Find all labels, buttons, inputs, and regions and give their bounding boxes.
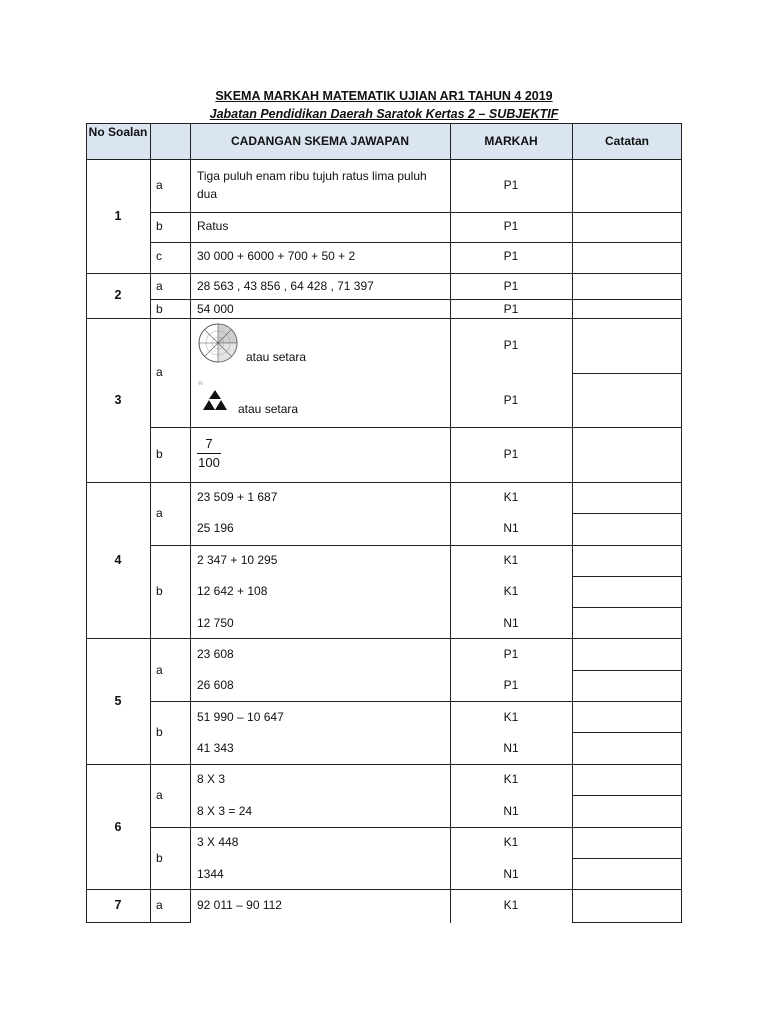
- answer-text: 12 750: [197, 616, 234, 630]
- mark-code: P1: [503, 279, 519, 293]
- row-divider: [150, 242, 682, 243]
- question-number: 1: [114, 209, 122, 223]
- sub-question: c: [156, 249, 162, 263]
- question-number: 5: [114, 694, 122, 708]
- row-divider: [86, 922, 191, 923]
- answer-text: 23 509 + 1 687: [197, 490, 278, 504]
- row-divider: [86, 482, 682, 483]
- row-divider: [572, 795, 682, 796]
- header-catatan: Catatan: [604, 134, 649, 148]
- row-divider: [572, 670, 682, 671]
- row-divider: [150, 545, 682, 546]
- answer-text: 23 608: [197, 647, 234, 661]
- mark-code: N1: [503, 741, 519, 755]
- question-number: 3: [114, 393, 122, 407]
- sub-question: b: [156, 725, 163, 739]
- sub-question: a: [156, 788, 163, 802]
- mark-code: N1: [503, 804, 519, 818]
- answer-text: 54 000: [197, 302, 234, 316]
- row-divider: [150, 427, 682, 428]
- row-divider: [86, 889, 682, 890]
- mark-code: K1: [503, 584, 519, 598]
- mark-code: P1: [503, 178, 519, 192]
- mark-code: P1: [503, 219, 519, 233]
- answer-text: 28 563 , 43 856 , 64 428 , 71 397: [197, 279, 374, 293]
- sub-question: a: [156, 898, 163, 912]
- mark-code: K1: [503, 835, 519, 849]
- header-markah: MARKAH: [484, 134, 538, 148]
- fraction-answer: [197, 436, 221, 471]
- row-divider: [150, 701, 682, 702]
- row-divider: [150, 827, 682, 828]
- fraction-bar: [197, 453, 221, 454]
- mark-code: P1: [503, 302, 519, 316]
- mark-code: N1: [503, 867, 519, 881]
- row-divider: [86, 638, 682, 639]
- answer-text: Ratus: [197, 219, 229, 233]
- answer-text: atau setara: [246, 350, 307, 364]
- header-no-soalan: No Soalan: [88, 125, 148, 139]
- sub-question: b: [156, 302, 163, 316]
- mark-code: P1: [503, 447, 519, 461]
- document-title: SKEMA MARKAH MATEMATIK UJIAN AR1 TAHUN 4 2019: [215, 89, 553, 103]
- answer-text: 41 343: [197, 741, 234, 755]
- answer-text: 1344: [197, 867, 224, 881]
- sub-question: b: [156, 219, 163, 233]
- mark-code: P1: [503, 647, 519, 661]
- mark-code: K1: [503, 710, 519, 724]
- answer-text: 26 608: [197, 678, 234, 692]
- marking-scheme-table: [86, 123, 682, 923]
- row-divider: [86, 318, 682, 319]
- mark-code: K1: [503, 490, 519, 504]
- question-number: 4: [114, 553, 122, 567]
- answer-text: 92 011 – 90 112: [197, 898, 282, 912]
- mark-code: P1: [503, 338, 519, 352]
- column-divider: [572, 123, 573, 923]
- row-divider: [572, 576, 682, 577]
- row-divider: [572, 858, 682, 859]
- answer-text: 2 347 + 10 295: [197, 553, 278, 567]
- fraction-numerator: 7: [205, 436, 213, 451]
- mark-code: N1: [503, 521, 519, 535]
- mark-code: K1: [503, 553, 519, 567]
- answer-text: 8 X 3: [197, 772, 226, 786]
- fraction-denominator: 100: [198, 455, 220, 470]
- mark-code: P1: [503, 678, 519, 692]
- table-border: [86, 123, 682, 124]
- answer-text: Tiga puluh enam ribu tujuh ratus lima puluh dua: [197, 169, 427, 201]
- row-divider: [86, 764, 682, 765]
- sub-question: a: [156, 506, 163, 520]
- answer-text: 8 X 3 = 24: [197, 804, 253, 818]
- row-divider: [572, 607, 682, 608]
- row-divider: [572, 513, 682, 514]
- mark-code: N1: [503, 616, 519, 630]
- sub-question: b: [156, 851, 163, 865]
- row-divider: [86, 273, 682, 274]
- sub-question: a: [156, 279, 163, 293]
- svg-text:½: ½: [198, 381, 203, 387]
- sub-question: b: [156, 584, 163, 598]
- mark-code: P1: [503, 393, 519, 407]
- answer-text: 51 990 – 10 647: [197, 710, 284, 724]
- question-number: 7: [114, 898, 122, 912]
- sub-question: a: [156, 663, 163, 677]
- document-subtitle: Jabatan Pendidikan Daerah Saratok Kertas 2 – SUBJEKTIF: [209, 107, 559, 121]
- sub-question: a: [156, 365, 163, 379]
- answer-text: 12 642 + 108: [197, 584, 268, 598]
- mark-code: K1: [503, 898, 519, 912]
- column-divider: [150, 123, 151, 923]
- row-divider: [572, 922, 682, 923]
- mark-code: K1: [503, 772, 519, 786]
- question-number: 6: [114, 820, 122, 834]
- shaded-triangle-diagram: [198, 380, 236, 414]
- sub-question: b: [156, 447, 163, 461]
- answer-text: 3 X 448: [197, 835, 239, 849]
- answer-text: 25 196: [197, 521, 234, 535]
- header-cadangan: CADANGAN SKEMA JAWAPAN: [230, 134, 409, 148]
- answer-text: 30 000 + 6000 + 700 + 50 + 2: [197, 249, 356, 263]
- question-number: 2: [114, 288, 122, 302]
- row-divider: [572, 373, 682, 374]
- sub-question: a: [156, 178, 163, 192]
- answer-text: atau setara: [238, 402, 299, 416]
- row-divider: [572, 732, 682, 733]
- table-border: [86, 123, 87, 923]
- row-divider: [150, 212, 682, 213]
- mark-code: P1: [503, 249, 519, 263]
- table-border: [681, 123, 682, 923]
- header-divider: [86, 159, 682, 160]
- column-divider: [190, 159, 191, 923]
- shaded-circle-diagram: [197, 322, 239, 364]
